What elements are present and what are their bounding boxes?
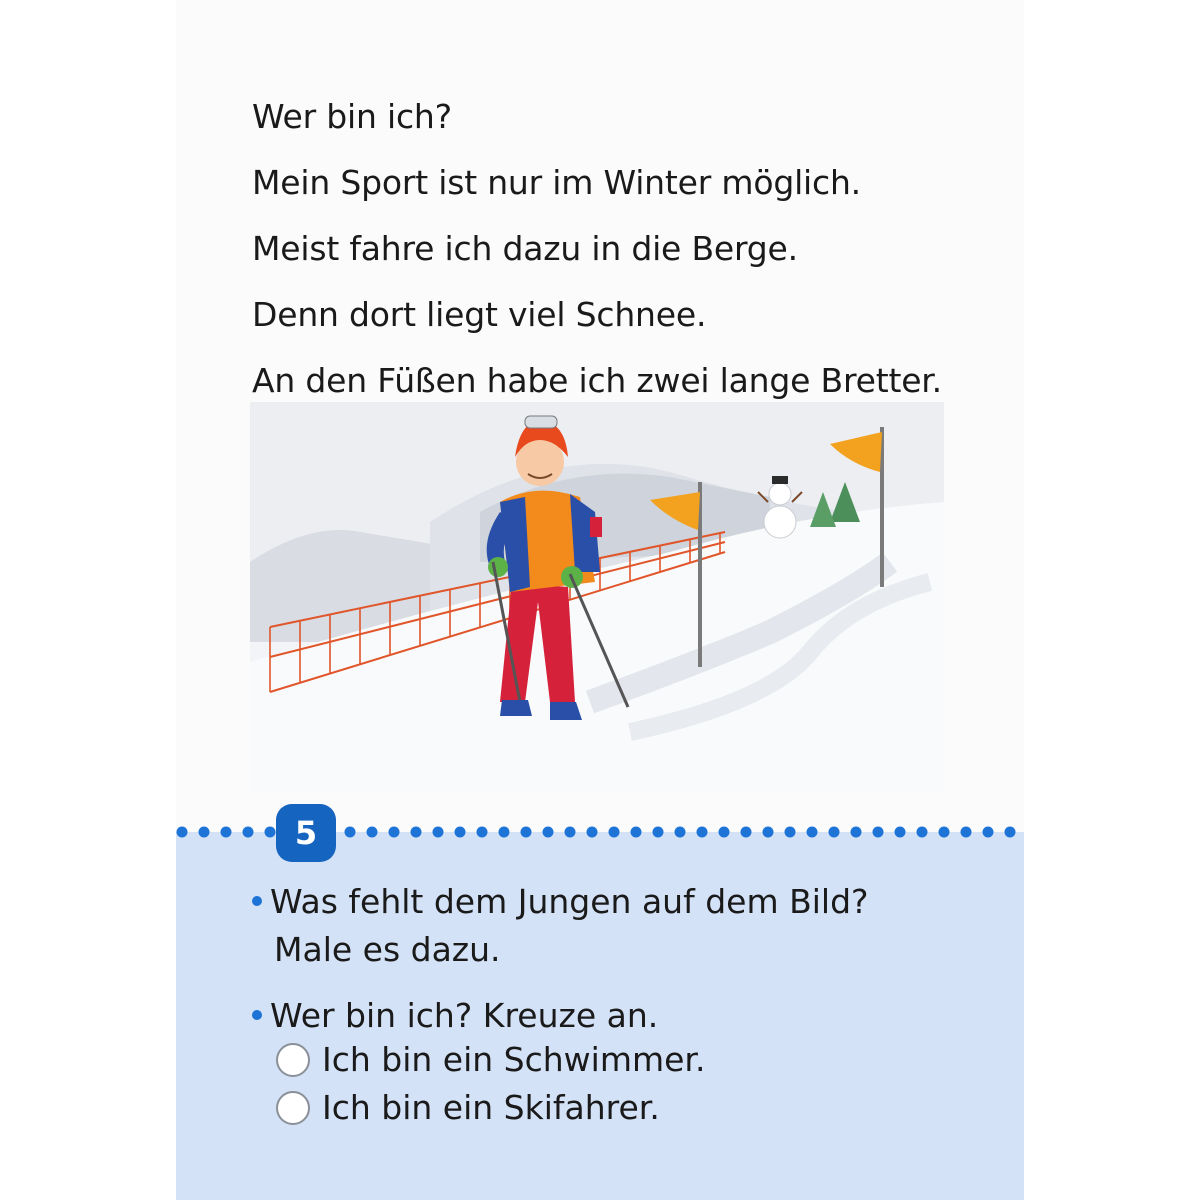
radio-circle-icon[interactable]	[276, 1043, 310, 1077]
option-label: Ich bin ein Schwimmer.	[322, 1040, 706, 1079]
task-number-badge: 5	[276, 804, 336, 862]
option-skifahrer[interactable]	[276, 1088, 660, 1127]
intro-line-3: Meist fahre ich dazu in die Berge.	[252, 229, 798, 268]
task-item-draw	[252, 878, 869, 974]
intro-line-1: Wer bin ich?	[252, 97, 452, 136]
intro-line-4: Denn dort liegt viel Schnee.	[252, 295, 707, 334]
bullet-icon	[252, 1010, 262, 1020]
task-item-text: Was fehlt dem Jungen auf dem Bild?	[270, 882, 869, 921]
task-item-line	[252, 992, 658, 1040]
intro-line-5: An den Füßen habe ich zwei lange Bretter.	[252, 361, 942, 400]
intro-line-2: Mein Sport ist nur im Winter möglich.	[252, 163, 861, 202]
intro-text	[252, 84, 1012, 414]
task-item-line	[252, 878, 869, 926]
bullet-icon	[252, 896, 262, 906]
task-item-choose	[252, 992, 658, 1040]
option-schwimmer[interactable]	[276, 1040, 705, 1079]
task-item-text: Wer bin ich? Kreuze an.	[270, 996, 659, 1035]
skier-illustration	[250, 402, 944, 792]
task-item-line: Male es dazu.	[274, 930, 501, 969]
option-label: Ich bin ein Skifahrer.	[322, 1088, 660, 1127]
radio-circle-icon[interactable]	[276, 1091, 310, 1125]
